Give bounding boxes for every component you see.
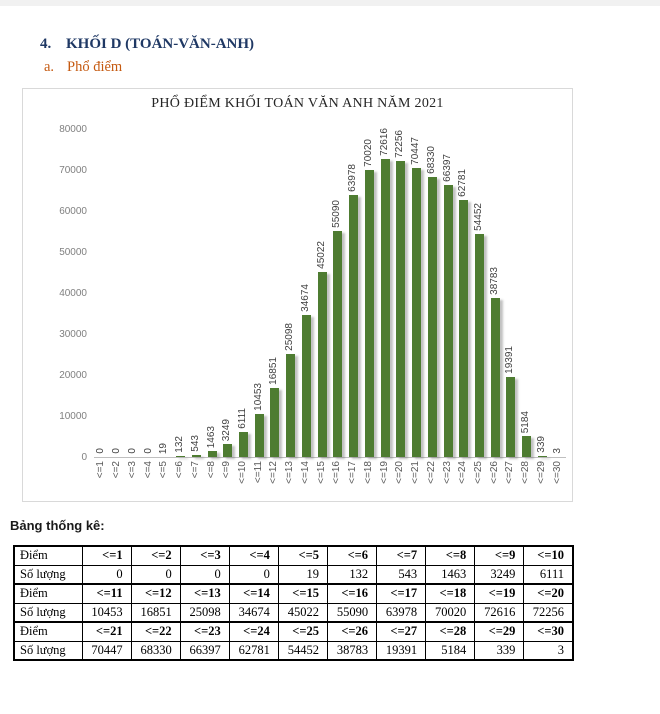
bar-value-label: 63978 <box>347 164 359 192</box>
y-axis-tick-label: 60000 <box>59 206 87 217</box>
bar-value-label: 45022 <box>315 241 327 269</box>
x-axis-tick-label: <=26 <box>488 461 500 484</box>
subsection-letter: a. <box>44 59 55 75</box>
count-cell: 1463 <box>426 565 475 584</box>
row-label-so-luong: Số lượng <box>14 603 82 622</box>
y-axis-tick-label: 50000 <box>59 247 87 258</box>
score-header-cell: <=11 <box>82 584 131 603</box>
x-axis-tick-label: <=15 <box>315 461 327 484</box>
x-axis-tick-label: <=23 <box>441 461 453 484</box>
row-label-so-luong: Số lượng <box>14 641 82 660</box>
x-axis-tick-label: <=25 <box>472 461 484 484</box>
score-header-cell: <=7 <box>377 546 426 565</box>
score-header-cell: <=12 <box>131 584 180 603</box>
score-header-cell: <=16 <box>327 584 376 603</box>
x-axis-tick-label: <=12 <box>268 461 280 484</box>
table-row-counts <box>14 565 573 584</box>
bar-<=23 <box>444 185 453 457</box>
section-number: 4. <box>40 36 52 52</box>
count-cell: 0 <box>82 565 131 584</box>
score-header-cell: <=24 <box>229 622 278 641</box>
bar-<=25 <box>475 234 484 457</box>
x-axis-tick-label: <=1 <box>95 461 107 479</box>
score-header-cell: <=4 <box>229 546 278 565</box>
bar-<=18 <box>365 170 374 457</box>
score-header-cell: <=5 <box>278 546 327 565</box>
x-axis-tick-label: <=10 <box>236 461 248 484</box>
count-cell: 55090 <box>327 603 376 622</box>
bar-value-label: 1463 <box>205 425 217 448</box>
bar-<=27 <box>506 377 515 457</box>
bar-value-label: 72256 <box>394 130 406 158</box>
row-label-diem: Điểm <box>14 584 82 603</box>
count-cell: 63978 <box>377 603 426 622</box>
bar-value-label: 3249 <box>221 418 233 441</box>
count-cell: 72256 <box>524 603 573 622</box>
bar-value-label: 19391 <box>504 346 516 374</box>
bar-value-label: 5184 <box>520 410 532 433</box>
score-header-cell: <=18 <box>426 584 475 603</box>
score-header-cell: <=22 <box>131 622 180 641</box>
y-axis-tick-label: 40000 <box>59 288 87 299</box>
count-cell: 66397 <box>180 641 229 660</box>
section-title: KHỐI D (TOÁN-VĂN-ANH) <box>66 36 255 52</box>
bar-<=7 <box>192 455 201 457</box>
y-axis-tick-label: 20000 <box>59 370 87 381</box>
x-axis-tick-label: <=24 <box>457 461 469 484</box>
score-header-cell: <=20 <box>524 584 573 603</box>
count-cell: 38783 <box>327 641 376 660</box>
count-cell: 19 <box>278 565 327 584</box>
count-cell: 6111 <box>524 565 573 584</box>
x-axis-tick-label: <=16 <box>331 461 343 484</box>
score-header-cell: <=17 <box>377 584 426 603</box>
count-cell: 339 <box>475 641 524 660</box>
count-cell: 10453 <box>82 603 131 622</box>
bar-value-label: 10453 <box>252 383 264 411</box>
count-cell: 132 <box>327 565 376 584</box>
score-header-cell: <=23 <box>180 622 229 641</box>
x-axis-tick-label: <=4 <box>142 461 154 479</box>
bar-value-label: 70447 <box>410 137 422 165</box>
x-axis-tick-label: <=17 <box>347 461 359 484</box>
bar-value-label: 3 <box>551 448 563 454</box>
table-row-counts <box>14 603 573 622</box>
y-axis-tick-label: 30000 <box>59 329 87 340</box>
bar-<=12 <box>270 388 279 457</box>
stats-table <box>13 545 574 661</box>
x-axis-tick-label: <=2 <box>111 461 123 479</box>
count-cell: 543 <box>377 565 426 584</box>
count-cell: 54452 <box>278 641 327 660</box>
page-top-strip <box>0 0 660 6</box>
bar-<=13 <box>286 354 295 457</box>
bar-<=16 <box>333 231 342 457</box>
bar-<=24 <box>459 200 468 457</box>
bar-<=28 <box>522 436 531 457</box>
x-axis-tick-label: <=7 <box>189 461 201 479</box>
y-axis-tick-label: 0 <box>81 452 87 463</box>
bar-value-label: 6111 <box>236 408 248 429</box>
score-header-cell: <=26 <box>327 622 376 641</box>
bar-<=14 <box>302 315 311 457</box>
x-axis-tick-label: <=11 <box>252 461 264 484</box>
bar-value-label: 25098 <box>284 323 296 351</box>
table-row-score-headers <box>14 622 573 641</box>
score-header-cell: <=28 <box>426 622 475 641</box>
score-header-cell: <=19 <box>475 584 524 603</box>
count-cell: 5184 <box>426 641 475 660</box>
subsection-title: Phổ điểm <box>67 59 123 75</box>
y-axis-tick-label: 80000 <box>59 124 87 135</box>
table-row-score-headers <box>14 584 573 603</box>
bar-value-label: 0 <box>111 448 123 454</box>
bar-<=20 <box>396 161 405 457</box>
x-axis-tick-label: <=13 <box>284 461 296 484</box>
score-header-cell: <=15 <box>278 584 327 603</box>
score-header-cell: <=27 <box>377 622 426 641</box>
score-header-cell: <=14 <box>229 584 278 603</box>
bar-value-label: 339 <box>535 436 547 453</box>
count-cell: 3249 <box>475 565 524 584</box>
bar-<=19 <box>381 159 390 457</box>
table-caption: Bảng thống kê: <box>10 518 105 533</box>
score-header-cell: <=30 <box>524 622 573 641</box>
score-header-cell: <=3 <box>180 546 229 565</box>
score-header-cell: <=10 <box>524 546 573 565</box>
bar-value-label: 54452 <box>472 203 484 231</box>
bar-<=11 <box>255 414 264 457</box>
count-cell: 0 <box>180 565 229 584</box>
row-label-so-luong: Số lượng <box>14 565 82 584</box>
count-cell: 62781 <box>229 641 278 660</box>
score-header-cell: <=29 <box>475 622 524 641</box>
x-axis-tick-label: <=19 <box>378 461 390 484</box>
bar-value-label: 16851 <box>268 357 280 385</box>
x-axis-tick-label: <=20 <box>394 461 406 484</box>
bar-<=22 <box>428 177 437 457</box>
y-axis-tick-label: 70000 <box>59 165 87 176</box>
x-axis-tick-label: <=5 <box>158 461 170 479</box>
bar-value-label: 34674 <box>299 284 311 312</box>
bar-<=10 <box>239 432 248 457</box>
row-label-diem: Điểm <box>14 546 82 565</box>
bar-value-label: 19 <box>158 442 170 454</box>
score-header-cell: <=13 <box>180 584 229 603</box>
bar-value-label: 68330 <box>425 146 437 174</box>
x-axis-tick-label: <=8 <box>205 461 217 479</box>
bar-value-label: 55090 <box>331 200 343 228</box>
x-axis-tick-label: <=21 <box>410 461 422 484</box>
bar-value-label: 543 <box>189 435 201 452</box>
score-header-cell: <=1 <box>82 546 131 565</box>
bar-<=8 <box>208 451 217 457</box>
x-axis-tick-label: <=14 <box>299 461 311 484</box>
bar-<=26 <box>491 298 500 457</box>
section-heading <box>40 36 254 53</box>
x-axis-tick-label: <=3 <box>126 461 138 479</box>
plot-area <box>94 128 566 484</box>
bar-<=9 <box>223 444 232 457</box>
score-header-cell: <=2 <box>131 546 180 565</box>
x-axis-tick-label: <=6 <box>174 461 186 479</box>
bar-value-label: 66397 <box>441 154 453 182</box>
chart-title: PHỔ ĐIỂM KHỐI TOÁN VĂN ANH NĂM 2021 <box>151 96 444 111</box>
bar-<=29 <box>538 456 547 457</box>
bar-<=21 <box>412 168 421 457</box>
count-cell: 19391 <box>377 641 426 660</box>
table-row-score-headers <box>14 546 573 565</box>
count-cell: 0 <box>229 565 278 584</box>
bar-value-label: 132 <box>174 436 186 453</box>
x-axis-tick-label: <=18 <box>362 461 374 484</box>
x-axis-tick-label: <=27 <box>504 461 516 484</box>
bar-<=15 <box>318 272 327 457</box>
count-cell: 16851 <box>131 603 180 622</box>
score-header-cell: <=9 <box>475 546 524 565</box>
bar-value-label: 62781 <box>457 169 469 197</box>
y-axis-tick-label: 10000 <box>59 411 87 422</box>
table-row-counts <box>14 641 573 660</box>
bar-value-label: 38783 <box>488 267 500 295</box>
x-axis-tick-label: <=29 <box>535 461 547 484</box>
count-cell: 3 <box>524 641 573 660</box>
count-cell: 70020 <box>426 603 475 622</box>
count-cell: 34674 <box>229 603 278 622</box>
score-header-cell: <=6 <box>327 546 376 565</box>
bar-<=6 <box>176 456 185 457</box>
bar-value-label: 0 <box>142 448 154 454</box>
score-distribution-chart <box>22 88 573 502</box>
score-header-cell: <=25 <box>278 622 327 641</box>
x-axis-tick-label: <=30 <box>551 461 563 484</box>
x-axis-tick-label: <=9 <box>221 461 233 479</box>
count-cell: 70447 <box>82 641 131 660</box>
stats-table-body <box>14 546 573 660</box>
count-cell: 72616 <box>475 603 524 622</box>
x-axis-tick-label: <=28 <box>520 461 532 484</box>
bar-value-label: 0 <box>126 448 138 454</box>
score-header-cell: <=21 <box>82 622 131 641</box>
count-cell: 45022 <box>278 603 327 622</box>
count-cell: 68330 <box>131 641 180 660</box>
count-cell: 25098 <box>180 603 229 622</box>
subsection-heading <box>44 59 122 76</box>
bar-<=17 <box>349 195 358 457</box>
x-axis-tick-label: <=22 <box>425 461 437 484</box>
row-label-diem: Điểm <box>14 622 82 641</box>
score-header-cell: <=8 <box>426 546 475 565</box>
bar-value-label: 70020 <box>362 139 374 167</box>
bar-value-label: 72616 <box>378 128 390 156</box>
bar-value-label: 0 <box>95 448 107 454</box>
count-cell: 0 <box>131 565 180 584</box>
